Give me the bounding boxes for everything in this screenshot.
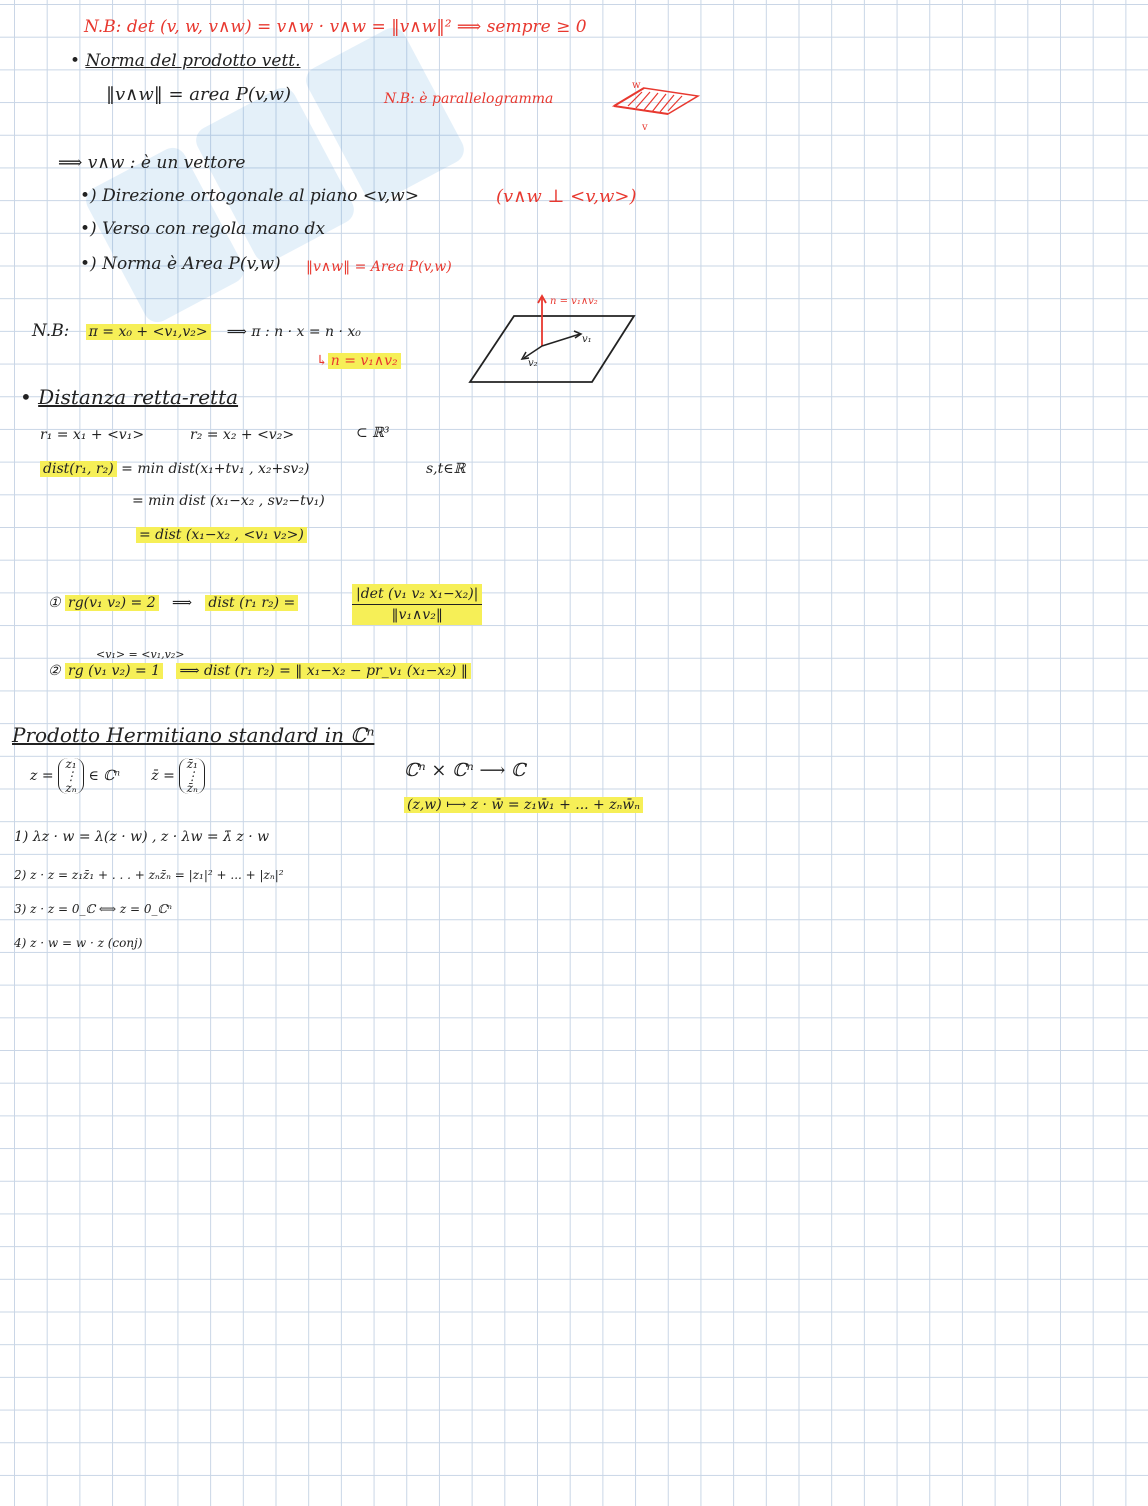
plane-normal-form: ⟹ π : n · x = n · x₀: [226, 324, 361, 340]
n-def-text: n = v₁∧v₂: [328, 353, 401, 369]
dist-title-text: Distanza retta-retta: [38, 385, 239, 409]
verso-line: •) Verso con regola mano dx: [80, 219, 326, 239]
herm-title-text: Prodotto Hermitiano standard in ℂⁿ: [12, 723, 375, 747]
case-1-fraction: [352, 584, 482, 625]
z-vector: z₁ ⋮ zₙ: [58, 758, 84, 794]
plane-equation: π = x₀ + <v₁,v₂>: [86, 324, 211, 340]
zbar-def-label: z̄ =: [151, 768, 175, 784]
v2-label: v₂: [528, 358, 538, 369]
nb-parallelogram: N.B: è parallelogramma: [384, 91, 554, 107]
norma-title: • Norma del prodotto vett.: [70, 51, 301, 71]
z-definition: [30, 756, 205, 796]
dist-line-3-text: = dist (x₁−x₂ , <v₁ v₂>): [136, 527, 307, 543]
norma-title-text: Norma del prodotto vett.: [85, 51, 301, 71]
nb-plane-line: [32, 320, 361, 343]
direzione-line: •) Direzione ortogonale al piano <v,w>: [80, 186, 419, 206]
prop-1: 1) λz · w = λ(z · w) , z · λw = λ̄ z · w: [14, 829, 270, 845]
case-1-line: [48, 592, 298, 614]
plane-figure: [464, 288, 644, 388]
zbar-vector: z̄₁ ⋮ z̄ₙ: [179, 758, 205, 794]
case-1-denominator: ‖v₁∧v₂‖: [352, 605, 482, 625]
n-definition: ↳ n = v₁∧v₂: [316, 350, 401, 372]
dist-title: • Distanza retta-retta: [20, 385, 239, 409]
norma-area-note: ‖v∧w‖ = Area P(v,w): [306, 259, 452, 275]
case-1-label: ①: [48, 595, 61, 611]
direzione-note: (v∧w ⊥ <v,w>): [496, 186, 637, 207]
prop-2: 2) z · z = z₁z̄₁ + . . . + zₙz̄ₙ = |z₁|² + ... + |zₙ|²: [14, 868, 284, 882]
dist-lhs: dist(r₁, r₂): [40, 461, 117, 477]
case-2-line: [48, 660, 471, 682]
z-in: ∈ ℂⁿ: [88, 768, 121, 784]
map-line-2-text: (z,w) ⟼ z · w̄ = z₁w̄₁ + ... + zₙw̄ₙ: [404, 797, 643, 813]
z-def-label: z =: [30, 768, 54, 784]
line-def-1: r₁ = x₁ + <v₁>: [40, 427, 145, 443]
v-label: v: [642, 122, 648, 133]
herm-title: [12, 724, 374, 746]
case-1-rg: rg(v₁ v₂) = 2: [65, 595, 159, 611]
dist-line-1: [40, 458, 309, 480]
case-1-numerator: |det (v₁ v₂ x₁−x₂)|: [352, 584, 482, 605]
dist-rhs-1: = min dist(x₁+tv₁ , x₂+sv₂): [121, 461, 310, 477]
v1-label: v₁: [582, 334, 592, 345]
case-2-rest: ⟹ dist (r₁ r₂) = ‖ x₁−x₂ − pr_v₁ (x₁−x₂) ‖: [176, 663, 470, 679]
map-line-2: [404, 794, 643, 816]
case-1-lhs: dist (r₁ r₂) =: [205, 595, 298, 611]
line-def-3: ⊂ ℝ³: [356, 425, 390, 441]
case-2-label: ②: [48, 663, 61, 679]
norma-area-line: •) Norma è Area P(v,w): [80, 254, 281, 274]
vw-vector-line: ⟹ v∧w : è un vettore: [58, 153, 246, 173]
parallelogram-sketch: [608, 78, 708, 134]
prop-3: 3) z · z = 0_ℂ ⟺ z = 0_ℂⁿ: [14, 902, 172, 916]
dist-st: s,t∈ℝ: [426, 461, 466, 477]
case-2-small-note: <v₁> = <v₁,v₂>: [96, 648, 185, 661]
dist-line-3: [136, 524, 307, 546]
nb-plane-label: N.B:: [32, 321, 70, 341]
w-label: w: [632, 80, 641, 91]
norma-formula: ‖v∧w‖ = area P(v,w): [106, 84, 292, 105]
map-line-1: ℂⁿ × ℂⁿ ⟶ ℂ: [404, 760, 526, 781]
case-2-rg: rg (v₁ v₂) = 1: [65, 663, 163, 679]
n-label: n = v₁∧v₂: [550, 296, 598, 307]
dist-line-2: = min dist (x₁−x₂ , sv₂−tv₁): [132, 493, 325, 509]
line-def-2: r₂ = x₂ + <v₂>: [190, 427, 295, 443]
nb-det-line: N.B: det (v, w, v∧w) = v∧w · v∧w = ‖v∧w‖² ⟹ sempre ≥ 0: [84, 17, 587, 37]
prop-4: 4) z · w = w · z (conj): [14, 936, 143, 950]
case-1-arrow: ⟹: [171, 595, 193, 611]
